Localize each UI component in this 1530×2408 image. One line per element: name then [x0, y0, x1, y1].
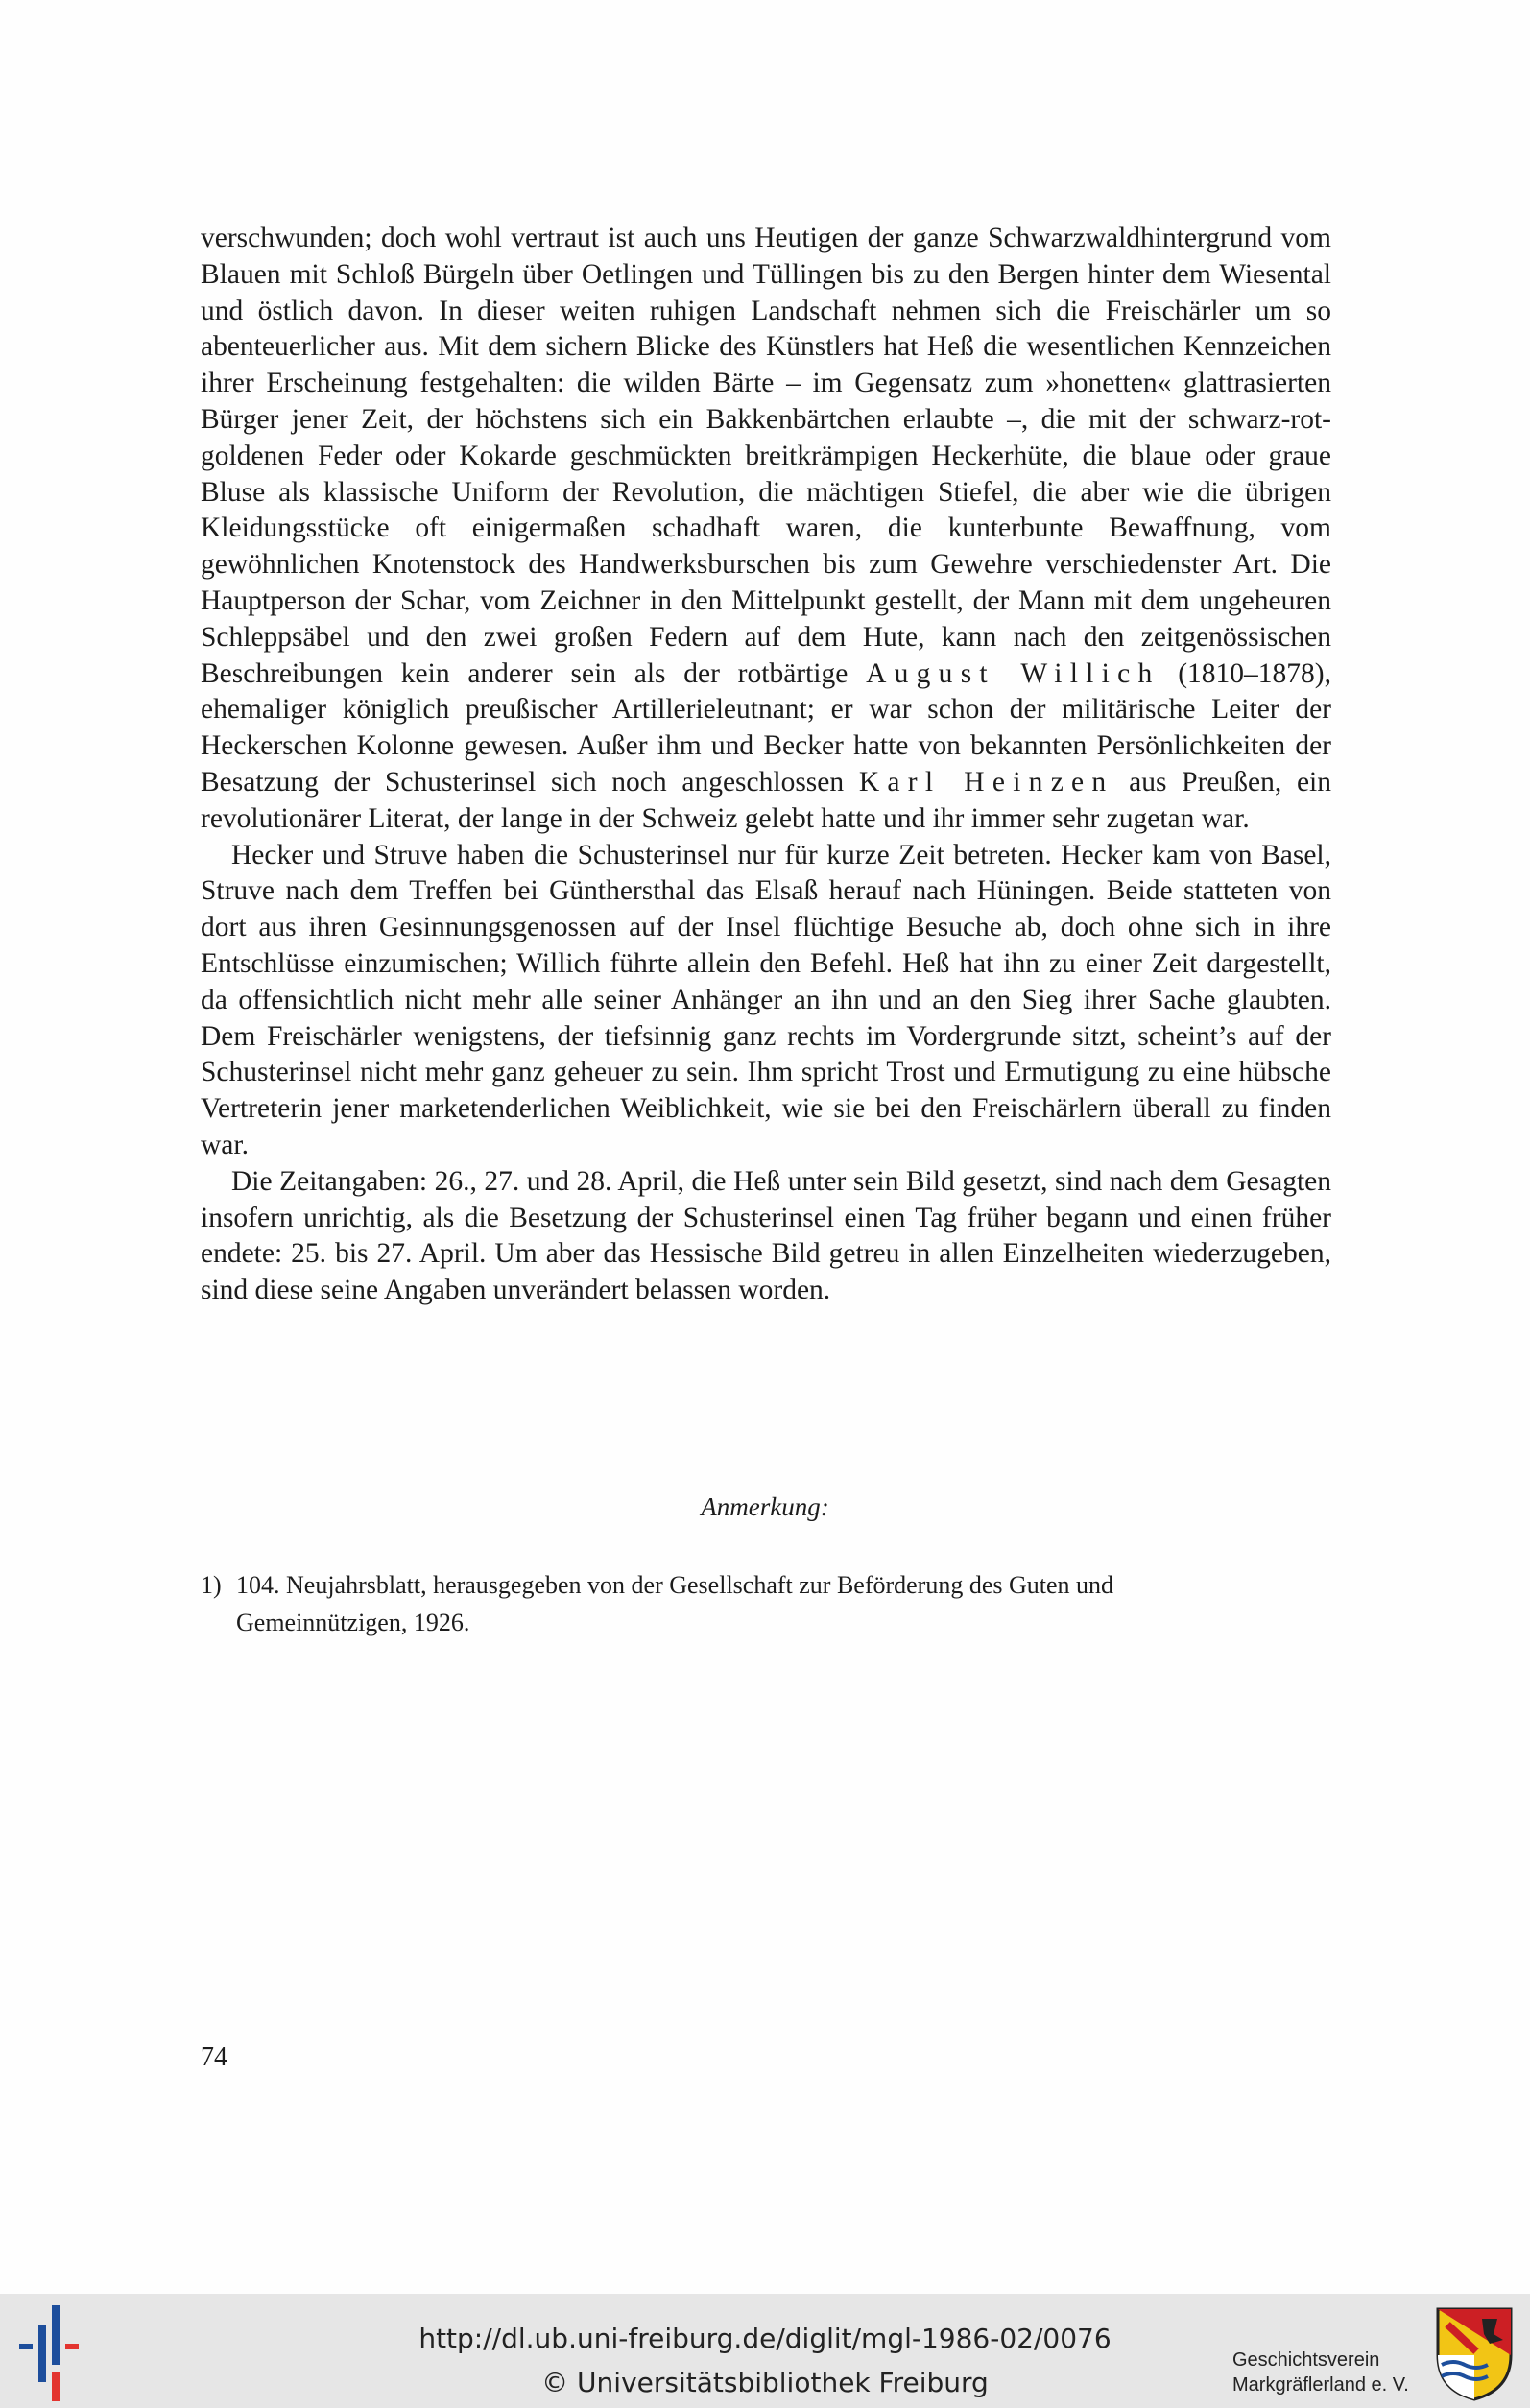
paragraph: [201, 1164, 1331, 1309]
text-run: Hecker und Struve haben die Schusterinsel nur für kurze Zeit betreten. Hecker kam von Basel, Struve nach dem Treffen bei Günthersthal das Elsaß herauf nach Hüningen. Beide statteten von dort aus ihren Gesinnungsgenossen auf der Insel flüchtige Besuche ab, doch ohne sich in ihre Entschlüsse einzumischen; Willich führte allein den Befehl. Heß hat ihn zu einer Zeit dargestellt, da offensichtlich nicht mehr alle seiner Anhänger an ihn und an den Sieg ihrer Sache glaubten. Dem Freischärler wenigstens, der tiefsinnig ganz rechts im Vordergrunde sitzt, scheint’s auf der Schusterinsel nicht mehr ganz geheuer zu sein. Ihm spricht Trost und Ermutigung zu eine hübsche Vertreterin jener marketenderlichen Weiblichkeit, wie sie bei den Freischärlern überall zu finden war.: [201, 839, 1331, 1160]
spaced-name: August Willich: [866, 657, 1160, 689]
text-run: verschwunden; doch wohl vertraut ist auch uns Heutigen der ganze Schwarzwaldhintergrund vom Blauen mit Schloß Bürgeln über Oetlingen und Tüllingen bis zu den Bergen hinter dem Wiesental und östlich davon. In dieser weiten ruhigen Landschaft nehmen sich die Freischärler um so abenteuerlicher aus. Mit dem sichern Blicke des Künstlers hat Heß die wesentlichen Kennzeichen ihrer Erscheinung festgehalten: die wilden Bärte – im Gegensatz zum »honetten« glattrasierten Bürger jener Zeit, der höchstens sich ein Bakkenbärtchen erlaubte –, die mit der schwarz-rot-goldenen Feder oder Kokarde geschmückten breitkrämpigen Heckerhüte, die blaue oder graue Bluse als klassische Uniform der Revolution, die mächtigen Stiefel, die aber wie die übrigen Kleidungsstücke oft einigermaßen schadhaft waren, die kunterbunte Bewaffnung, vom gewöhnlichen Knotenstock des Handwerksburschen bis zum Gewehre verschiedenster Art. Die Hauptperson der Schar, vom Zeichner in den Mittelpunkt gestellt, der Mann mit dem ungeheuren Schleppsäbel und den zwei großen Federn auf dem Hute, kann nach den zeitgenössischen Beschreibungen kein anderer sein als der rotbärtige: [201, 223, 1331, 689]
paragraph: [201, 838, 1331, 1164]
footer-url-link[interactable]: http://dl.ub.uni-freiburg.de/diglit/mgl-1986-02/0076: [418, 2323, 1112, 2354]
footnote-text: 104. Neujahrsblatt, herausgegeben von der Gesellschaft zur Beförderung des Guten und Gemeinnützigen, 1926.: [236, 1571, 1114, 1636]
page-number: 74: [201, 2042, 227, 2072]
footnote-number: 1): [201, 1571, 222, 1599]
paragraph: [201, 221, 1331, 838]
footer-copyright: © Universitätsbibliothek Freiburg: [541, 2367, 989, 2398]
text-run: Die Zeitangaben: 26., 27. und 28. April, die Heß unter sein Bild gesetzt, sind nach dem Gesagten insofern unrichtig, als die Besetzung der Schusterinsel einen Tag früher begann und einen früher endete: 25. bis 27. April. Um aber das Hessische Bild getreu in allen Einzelheiten wiederzugeben, sind diese seine Angaben unverändert belassen worden.: [201, 1165, 1331, 1306]
spaced-name: Karl Heinzen: [858, 766, 1114, 798]
body-text: [201, 221, 1331, 1309]
society-crest-icon: [1434, 2305, 1515, 2401]
society-name: [1232, 2348, 1409, 2397]
text-run: (1810–1878), ehemaliger königlich preußischer Artillerieleutnant; er war schon der militärische Leiter der Heckerschen Kolonne gewesen. Außer ihm und Becker hatte von bekannten Persönlichkeiten der Besatzung der Schusterinsel sich noch angeschlossen: [201, 657, 1331, 798]
text-run: aus Preußen, ein revolutionärer Literat, der lange in der Schweiz gelebt hatte und ihr immer sehr zugetan war.: [201, 766, 1331, 834]
footnote: [201, 1566, 1276, 1641]
society-name-line2: Markgräflerland e. V.: [1232, 2374, 1409, 2396]
society-name-line1: Geschichtsverein: [1232, 2349, 1380, 2371]
note-heading: Anmerkung:: [701, 1492, 829, 1521]
